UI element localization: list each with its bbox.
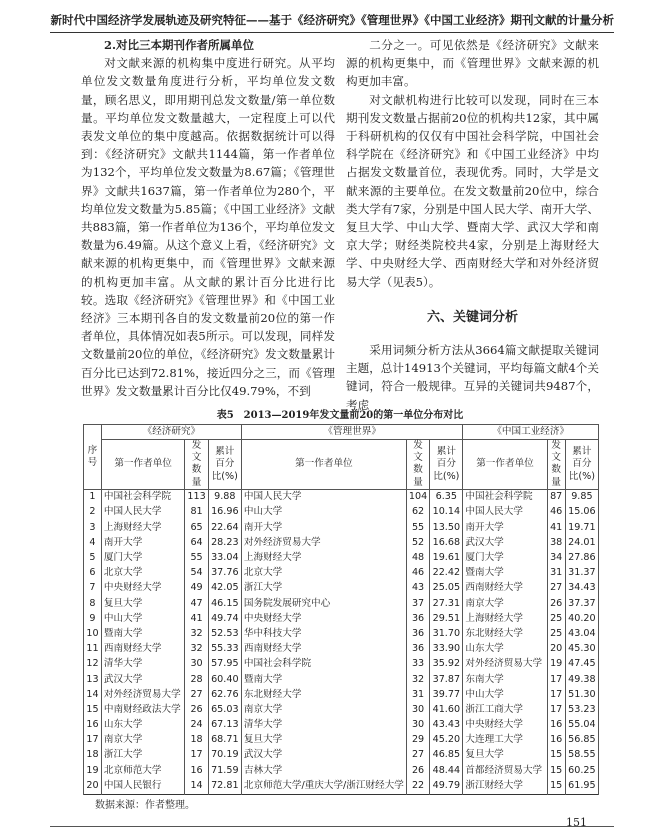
page-number: 151 <box>566 816 587 829</box>
count-cell: 17 <box>547 687 565 702</box>
cumulative-percent-cell: 35.92 <box>430 657 463 672</box>
cumulative-percent-cell: 60.40 <box>208 672 241 687</box>
institution-cell: 浙江大学 <box>241 581 406 596</box>
count-cell: 25 <box>547 627 565 642</box>
cumulative-percent-cell: 71.59 <box>208 763 241 778</box>
count-cell: 36 <box>406 642 429 657</box>
column-header: 第一作者单位 <box>101 440 184 490</box>
table-row <box>84 505 599 520</box>
count-cell: 15 <box>547 748 565 763</box>
institution-cell: 东南大学 <box>463 672 547 687</box>
cumulative-percent-cell: 49.38 <box>565 672 598 687</box>
table-row <box>84 627 599 642</box>
cumulative-percent-cell: 16.68 <box>430 535 463 550</box>
cumulative-percent-cell: 68.71 <box>208 733 241 748</box>
count-cell: 41 <box>547 520 565 535</box>
column-header: 发文数量 <box>406 440 429 490</box>
cumulative-percent-cell: 22.64 <box>208 520 241 535</box>
cumulative-percent-cell: 40.20 <box>565 611 598 626</box>
institution-cell: 山东大学 <box>101 718 184 733</box>
count-cell: 24 <box>185 718 208 733</box>
count-cell: 41 <box>185 611 208 626</box>
cumulative-percent-cell: 22.42 <box>430 566 463 581</box>
count-cell: 46 <box>406 566 429 581</box>
count-cell: 22 <box>406 778 429 794</box>
institution-cell: 上海财经大学 <box>101 520 184 535</box>
count-cell: 62 <box>406 505 429 520</box>
institution-cell: 南开大学 <box>101 535 184 550</box>
row-index: 6 <box>84 566 102 581</box>
institution-cell: 北京大学 <box>241 566 406 581</box>
institution-cell: 中央财经大学 <box>463 718 547 733</box>
row-index: 4 <box>84 535 102 550</box>
count-cell: 27 <box>185 687 208 702</box>
institution-cell: 中国社会科学院 <box>241 657 406 672</box>
count-cell: 30 <box>406 718 429 733</box>
institution-cell: 北京师范大学/重庆大学/浙江财经大学 <box>241 778 406 794</box>
cumulative-percent-cell: 61.95 <box>565 778 598 794</box>
institution-cell: 中南财经政法大学 <box>101 702 184 717</box>
table-caption: 表5 2013—2019年发文量前20的第一单位分布对比 <box>216 410 464 421</box>
journal-header: 《经济研究》 <box>101 425 241 440</box>
journal-header: 《中国工业经济》 <box>463 425 599 440</box>
count-cell: 31 <box>406 687 429 702</box>
cumulative-percent-cell: 45.20 <box>430 733 463 748</box>
institution-cell: 浙江大学 <box>101 748 184 763</box>
count-cell: 32 <box>406 672 429 687</box>
row-index: 2 <box>84 505 102 520</box>
row-index: 14 <box>84 687 102 702</box>
institution-cell: 华中科技大学 <box>241 627 406 642</box>
count-cell: 16 <box>547 733 565 748</box>
institution-cell: 首都经济贸易大学 <box>463 763 547 778</box>
cumulative-percent-cell: 65.03 <box>208 702 241 717</box>
row-index: 16 <box>84 718 102 733</box>
cumulative-percent-cell: 52.53 <box>208 627 241 642</box>
institution-cell: 中国社会科学院 <box>463 489 547 505</box>
institution-cell: 复旦大学 <box>101 596 184 611</box>
institution-cell: 对外经济贸易大学 <box>101 687 184 702</box>
institution-cell: 上海财经大学 <box>241 551 406 566</box>
running-head: 新时代中国经济学发展轨迹及研究特征——基于《经济研究》《管理世界》《中国工业经济》期刊文献的计量分析 <box>50 8 614 33</box>
count-cell: 17 <box>547 672 565 687</box>
cumulative-percent-cell: 29.51 <box>430 611 463 626</box>
institution-cell: 东北财经大学 <box>463 627 547 642</box>
count-cell: 26 <box>406 763 429 778</box>
count-cell: 104 <box>406 489 429 505</box>
count-cell: 113 <box>185 489 208 505</box>
cumulative-percent-cell: 55.04 <box>565 718 598 733</box>
table-row <box>84 672 599 687</box>
cumulative-percent-cell: 31.70 <box>430 627 463 642</box>
cumulative-percent-cell: 60.25 <box>565 763 598 778</box>
cumulative-percent-cell: 33.90 <box>430 642 463 657</box>
institution-cell: 南京大学 <box>101 733 184 748</box>
cumulative-percent-cell: 51.30 <box>565 687 598 702</box>
column-header: 累计百分比(%) <box>565 440 598 490</box>
row-index: 1 <box>84 489 102 505</box>
row-index: 8 <box>84 596 102 611</box>
count-cell: 29 <box>406 733 429 748</box>
count-cell: 64 <box>185 535 208 550</box>
institution-cell: 山东大学 <box>463 642 547 657</box>
count-cell: 16 <box>185 763 208 778</box>
count-cell: 27 <box>406 748 429 763</box>
cumulative-percent-cell: 27.31 <box>430 596 463 611</box>
institution-cell: 中央财经大学 <box>241 611 406 626</box>
cumulative-percent-cell: 47.45 <box>565 657 598 672</box>
count-cell: 65 <box>185 520 208 535</box>
count-cell: 26 <box>547 596 565 611</box>
institution-cell: 上海财经大学 <box>463 611 547 626</box>
table-row <box>84 611 599 626</box>
institution-cell: 对外经济贸易大学 <box>463 657 547 672</box>
table-row <box>84 778 599 794</box>
institution-cell: 南京大学 <box>463 596 547 611</box>
table-row <box>84 535 599 550</box>
count-cell: 14 <box>185 778 208 794</box>
institution-cell: 武汉大学 <box>463 535 547 550</box>
body-paragraph: 对文献来源的机构集中度进行研究。从平均单位发文数量角度进行分析，平均单位发文数量，顾名思义，即用期刊总发文数量/第一单位数量。平均单位发文数量越大，一定程度上可以代表发文单位的集中度越高。依据数据统计可以得到：《经济研究》文献共1144篇，第一作者单位为132个，平均单位发文数量为8.67篇；《管理世界》文献共1637篇，第一作者单位为280个，平均单位发文数量为5.85篇；《中国工业经济》文献共883篇，第一作者单位为136个，平均单位发文数量为6.49篇。从这个意义上看，《经济研究》文献来源的机构更集中，而《管理世界》文献来源的机构更加丰富。从文献的累计百分比进行比较。选取《经济研究》《管理世界》和《中国工业经济》三本期刊各自的发文数量前20位的第一作者单位，具体情况如表5所示。可以发现，同样发文数量前20位的单位，《经济研究》发文数量累计百分比已达到72.81%，接近四分之三，而《管理世界》发文数量累计百分比仅49.79%，不到 <box>81 56 335 398</box>
table-row <box>84 733 599 748</box>
count-cell: 55 <box>406 520 429 535</box>
body-paragraph: 采用词频分析方法从3664篇文献提取关键词主题，总计14913个关键词，平均每篇文献4个关键词，符合一般规律。互异的关键词共9487个，考虑 <box>346 343 599 412</box>
institution-cell: 中国人民大学 <box>463 505 547 520</box>
count-cell: 15 <box>547 763 565 778</box>
institution-cell: 国务院发展研究中心 <box>241 596 406 611</box>
count-cell: 30 <box>185 657 208 672</box>
table-row <box>84 581 599 596</box>
cumulative-percent-cell: 24.01 <box>565 535 598 550</box>
row-index: 7 <box>84 581 102 596</box>
count-cell: 32 <box>185 627 208 642</box>
section-heading: 六、关键词分析 <box>426 309 518 325</box>
institution-cell: 厦门大学 <box>463 551 547 566</box>
cumulative-percent-cell: 53.23 <box>565 702 598 717</box>
row-index: 19 <box>84 763 102 778</box>
cumulative-percent-cell: 25.05 <box>430 581 463 596</box>
cumulative-percent-cell: 13.50 <box>430 520 463 535</box>
institution-cell: 厦门大学 <box>101 551 184 566</box>
institution-cell: 中国人民银行 <box>101 778 184 794</box>
cumulative-percent-cell: 10.14 <box>430 505 463 520</box>
institution-cell: 中国人民大学 <box>101 505 184 520</box>
count-cell: 36 <box>406 627 429 642</box>
row-index: 12 <box>84 657 102 672</box>
cumulative-percent-cell: 58.55 <box>565 748 598 763</box>
institution-cell: 浙江财经大学 <box>463 778 547 794</box>
column-header: 发文数量 <box>547 440 565 490</box>
cumulative-percent-cell: 55.33 <box>208 642 241 657</box>
table-row <box>84 718 599 733</box>
row-index: 13 <box>84 672 102 687</box>
count-cell: 81 <box>185 505 208 520</box>
table-row <box>84 642 599 657</box>
table-row <box>84 566 599 581</box>
row-index: 10 <box>84 627 102 642</box>
row-index: 9 <box>84 611 102 626</box>
count-cell: 87 <box>547 489 565 505</box>
count-cell: 33 <box>406 657 429 672</box>
row-index: 15 <box>84 702 102 717</box>
table-row <box>84 596 599 611</box>
institution-cell: 复旦大学 <box>241 733 406 748</box>
institution-cell: 浙江工商大学 <box>463 702 547 717</box>
cumulative-percent-cell: 56.85 <box>565 733 598 748</box>
institution-cell: 北京师范大学 <box>101 763 184 778</box>
cumulative-percent-cell: 43.43 <box>430 718 463 733</box>
table-row <box>84 551 599 566</box>
count-cell: 54 <box>185 566 208 581</box>
bottom-rule <box>50 826 614 827</box>
institution-cell: 复旦大学 <box>463 748 547 763</box>
count-cell: 55 <box>185 551 208 566</box>
count-cell: 26 <box>185 702 208 717</box>
subheading: 2.对比三本期刊作者所属单位 <box>104 38 255 52</box>
body-paragraph: 二分之一。可见依然是《经济研究》文献来源的机构更集中，而《管理世界》文献来源的机构更加丰富。 <box>346 38 599 89</box>
cumulative-percent-cell: 41.60 <box>430 702 463 717</box>
table-row <box>84 489 599 505</box>
table-row <box>84 748 599 763</box>
table-row <box>84 687 599 702</box>
row-index: 17 <box>84 733 102 748</box>
institution-cell: 中央财经大学 <box>101 581 184 596</box>
count-cell: 20 <box>547 642 565 657</box>
left-column <box>81 36 335 400</box>
cumulative-percent-cell: 62.76 <box>208 687 241 702</box>
institution-cell: 中国人民大学 <box>241 489 406 505</box>
institution-cell: 暨南大学 <box>463 566 547 581</box>
count-cell: 18 <box>185 733 208 748</box>
table-body <box>84 489 599 794</box>
institution-cell: 清华大学 <box>101 657 184 672</box>
cumulative-percent-cell: 37.76 <box>208 566 241 581</box>
count-cell: 15 <box>547 778 565 794</box>
cumulative-percent-cell: 37.87 <box>430 672 463 687</box>
institution-cell: 暨南大学 <box>101 627 184 642</box>
count-cell: 34 <box>547 551 565 566</box>
cumulative-percent-cell: 42.05 <box>208 581 241 596</box>
column-header: 累计百分比(%) <box>208 440 241 490</box>
cumulative-percent-cell: 27.86 <box>565 551 598 566</box>
cumulative-percent-cell: 48.44 <box>430 763 463 778</box>
institution-cell: 南开大学 <box>463 520 547 535</box>
table-note: 数据来源：作者整理。 <box>95 800 195 811</box>
institution-cell: 吉林大学 <box>241 763 406 778</box>
body-paragraph: 对文献机构进行比较可以发现，同时在三本期刊发文数量占据前20位的机构共12家，其中属于科研机构的仅仅有中国社会科学院，中国社会科学院在《经济研究》和《中国工业经济》中均占据发文数量首位，表现优秀。同时，大学是文献来源的主要单位。在发文数量前20位中，综合类大学有7家，分别是中国人民大学、南开大学、复旦大学、中山大学、暨南大学、武汉大学和南京大学；财经类院校共4家，分别是上海财经大学、中央财经大学、西南财经大学和对外经济贸易大学（见表5）。 <box>346 92 599 289</box>
institution-cell: 中国社会科学院 <box>101 489 184 505</box>
cumulative-percent-cell: 31.37 <box>565 566 598 581</box>
column-header: 第一作者单位 <box>241 440 406 490</box>
column-header: 累计百分比(%) <box>430 440 463 490</box>
count-cell: 19 <box>547 657 565 672</box>
count-cell: 36 <box>406 611 429 626</box>
cumulative-percent-cell: 46.15 <box>208 596 241 611</box>
cumulative-percent-cell: 28.23 <box>208 535 241 550</box>
count-cell: 49 <box>185 581 208 596</box>
table-row <box>84 702 599 717</box>
cumulative-percent-cell: 43.04 <box>565 627 598 642</box>
institution-cell: 武汉大学 <box>101 672 184 687</box>
cumulative-percent-cell: 37.37 <box>565 596 598 611</box>
cumulative-percent-cell: 57.95 <box>208 657 241 672</box>
cumulative-percent-cell: 19.61 <box>430 551 463 566</box>
cumulative-percent-cell: 45.30 <box>565 642 598 657</box>
institution-cell: 中山大学 <box>463 687 547 702</box>
count-cell: 47 <box>185 596 208 611</box>
column-header: 第一作者单位 <box>463 440 547 490</box>
institution-cell: 西南财经大学 <box>463 581 547 596</box>
count-cell: 37 <box>406 596 429 611</box>
table-row <box>84 763 599 778</box>
count-cell: 48 <box>406 551 429 566</box>
cumulative-percent-cell: 9.85 <box>565 489 598 505</box>
row-index: 5 <box>84 551 102 566</box>
cumulative-percent-cell: 19.71 <box>565 520 598 535</box>
institution-cell: 南开大学 <box>241 520 406 535</box>
count-cell: 17 <box>185 748 208 763</box>
institution-cell: 暨南大学 <box>241 672 406 687</box>
institution-cell: 对外经济贸易大学 <box>241 535 406 550</box>
count-cell: 52 <box>406 535 429 550</box>
cumulative-percent-cell: 49.79 <box>430 778 463 794</box>
table-row <box>84 520 599 535</box>
index-header: 序号 <box>84 425 102 490</box>
right-column <box>346 36 599 414</box>
cumulative-percent-cell: 67.13 <box>208 718 241 733</box>
count-cell: 30 <box>406 702 429 717</box>
institution-table <box>83 424 599 795</box>
row-index: 18 <box>84 748 102 763</box>
cumulative-percent-cell: 15.06 <box>565 505 598 520</box>
cumulative-percent-cell: 9.88 <box>208 489 241 505</box>
cumulative-percent-cell: 46.85 <box>430 748 463 763</box>
journal-header: 《管理世界》 <box>241 425 463 440</box>
row-index: 3 <box>84 520 102 535</box>
count-cell: 27 <box>547 581 565 596</box>
institution-cell: 南京大学 <box>241 702 406 717</box>
count-cell: 25 <box>547 611 565 626</box>
cumulative-percent-cell: 34.43 <box>565 581 598 596</box>
institution-cell: 西南财经大学 <box>101 642 184 657</box>
row-index: 20 <box>84 778 102 794</box>
cumulative-percent-cell: 33.04 <box>208 551 241 566</box>
institution-cell: 清华大学 <box>241 718 406 733</box>
row-index: 11 <box>84 642 102 657</box>
cumulative-percent-cell: 6.35 <box>430 489 463 505</box>
cumulative-percent-cell: 72.81 <box>208 778 241 794</box>
institution-cell: 中山大学 <box>101 611 184 626</box>
table-row <box>84 657 599 672</box>
count-cell: 16 <box>547 718 565 733</box>
institution-cell: 北京大学 <box>101 566 184 581</box>
cumulative-percent-cell: 70.19 <box>208 748 241 763</box>
institution-cell: 西南财经大学 <box>241 642 406 657</box>
cumulative-percent-cell: 39.77 <box>430 687 463 702</box>
cumulative-percent-cell: 49.74 <box>208 611 241 626</box>
count-cell: 17 <box>547 702 565 717</box>
institution-cell: 东北财经大学 <box>241 687 406 702</box>
count-cell: 31 <box>547 566 565 581</box>
institution-cell: 大连理工大学 <box>463 733 547 748</box>
institution-cell: 中山大学 <box>241 505 406 520</box>
count-cell: 46 <box>547 505 565 520</box>
column-header: 发文数量 <box>185 440 208 490</box>
count-cell: 28 <box>185 672 208 687</box>
institution-cell: 武汉大学 <box>241 748 406 763</box>
count-cell: 43 <box>406 581 429 596</box>
count-cell: 38 <box>547 535 565 550</box>
count-cell: 32 <box>185 642 208 657</box>
cumulative-percent-cell: 16.96 <box>208 505 241 520</box>
